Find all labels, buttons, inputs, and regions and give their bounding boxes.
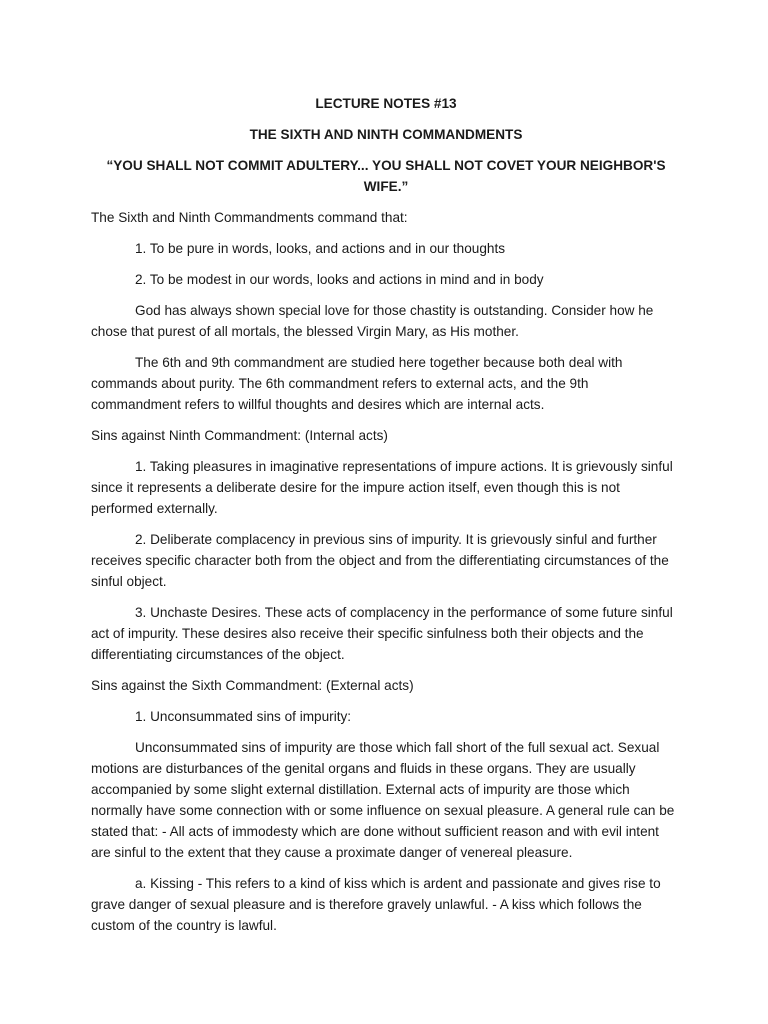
paragraph-kissing: a. Kissing - This refers to a kind of kiss which is ardent and passionate and gives rise to grave danger of sexual pleasure and is therefore gravely unlawful. - A kiss which follows the custom of the country is lawful. <box>91 876 661 933</box>
document-subtitle: THE SIXTH AND NINTH COMMANDMENTS <box>249 127 523 142</box>
paragraph-commandments-purity: The 6th and 9th commandment are studied here together because both deal with commands about purity. The 6th commandment refers to external acts, and the 9th commandment refers to willful thoughts and desires which are internal acts. <box>91 355 623 412</box>
paragraph-chastity: God has always shown special love for those chastity is outstanding. Consider how he chose that purest of all mortals, the blessed Virgin Mary, as His mother. <box>91 303 654 339</box>
paragraph-unconsummated: Unconsummated sins of impurity are those which fall short of the full sexual act. Sexual motions are disturbances of the genital organs and fluids in these organs. They are usually accompanied by some slight external distillation. External acts of impurity are those which normally have some connection with or some influence on sexual pleasure. A general rule can be stated that: - All acts of immodesty which are done without sufficient reason and with evil intent are sinful to the extent that they cause a proximate danger of venereal pleasure. <box>91 740 675 860</box>
list-item-modest: 2. To be modest in our words, looks and actions in mind and in body <box>135 272 544 287</box>
intro-text: The Sixth and Ninth Commandments command that: <box>91 210 408 225</box>
section-heading-sixth: Sins against the Sixth Commandment: (External acts) <box>91 678 414 693</box>
ninth-sin-item-1: 1. Taking pleasures in imaginative representations of impure actions. It is grievously sinful since it represents a deliberate desire for the impure action itself, even though this is not performed externally. <box>91 459 673 516</box>
list-item-pure: 1. To be pure in words, looks, and actions and in our thoughts <box>135 241 506 256</box>
ninth-sin-item-2: 2. Deliberate complacency in previous sins of impurity. It is grievously sinful and further receives specific character both from the object and from the differentiating circumstances of the sinful object. <box>91 532 669 589</box>
section-heading-ninth: Sins against Ninth Commandment: (Internal acts) <box>91 428 388 443</box>
document-title: LECTURE NOTES #13 <box>315 96 457 111</box>
ninth-sin-item-3: 3. Unchaste Desires. These acts of complacency in the performance of some future sinful act of impurity. These desires also receive their specific sinfulness both their objects and the differentiating circumstances of the object. <box>91 605 673 662</box>
document-body <box>91 93 681 946</box>
sixth-sin-item-1: 1. Unconsummated sins of impurity: <box>135 709 352 724</box>
scripture-quote: “YOU SHALL NOT COMMIT ADULTERY... YOU SHALL NOT COVET YOUR NEIGHBOR'S WIFE.” <box>106 158 666 194</box>
